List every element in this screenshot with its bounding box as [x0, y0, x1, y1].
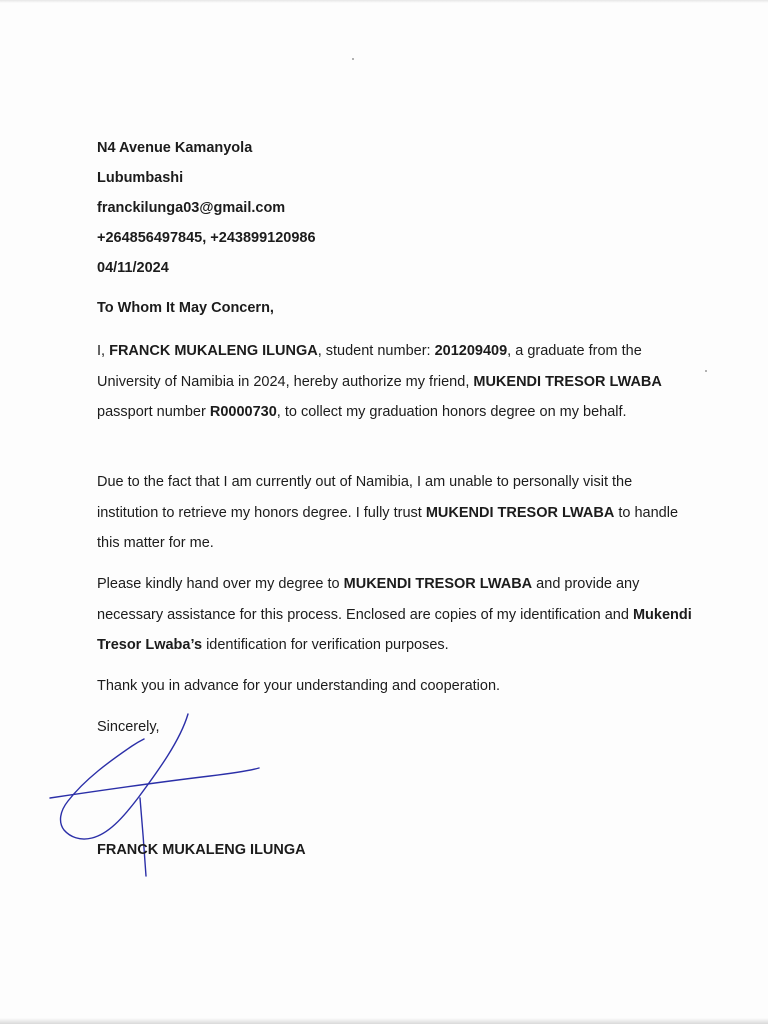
friend-name: MUKENDI TRESOR LWABA [473, 373, 662, 390]
scan-speck [352, 58, 354, 60]
sender-phones: +264856497845, +243899120986 [97, 230, 316, 246]
paragraph-reason: Due to the fact that I am currently out of Namibia, I am unable to personally visit the institution to retrieve my honors degree. I fully trust MUKENDI TRESOR LWABA to handle this matter for me. [97, 474, 679, 551]
paragraph-request: Please kindly hand over my degree to MUKENDI TRESOR LWABA and provide any necessary assistance for this process. Enclosed are copies of my identification and Mukendi Tresor Lwaba’s identification for verification purposes. [97, 576, 692, 653]
friend-name: MUKENDI TRESOR LWABA [425, 504, 615, 521]
sender-email: franckilunga03@gmail.com [97, 200, 286, 216]
closing: Sincerely, [97, 719, 160, 735]
scan-edge-bottom [0, 1018, 768, 1024]
salutation: To Whom It May Concern, [97, 300, 274, 316]
letter-date: 04/11/2024 [97, 260, 169, 276]
paragraph-authorization: I, FRANCK MUKALENG ILUNGA, student number: 201209409, a graduate from the University of Namibia in 2024, hereby authorize my friend, MUKENDI TRESOR LWABA passport number R0000730, to collect my graduation honors degree on my behalf. [97, 343, 662, 420]
signer-name: FRANCK MUKALENG ILUNGA [97, 842, 306, 858]
scan-edge-top [0, 0, 768, 3]
paragraph-thanks: Thank you in advance for your understanding and cooperation. [97, 678, 501, 694]
sender-address-line: N4 Avenue Kamanyola [97, 140, 253, 156]
scan-speck [705, 370, 707, 372]
passport-number: R0000730 [209, 404, 277, 420]
author-name: FRANCK MUKALENG ILUNGA [109, 343, 318, 359]
student-number: 201209409 [434, 343, 508, 359]
sender-city: Lubumbashi [97, 170, 184, 186]
friend-name-possessive: Mukendi Tresor Lwaba’s [97, 606, 692, 653]
friend-name: MUKENDI TRESOR LWABA [343, 576, 533, 592]
